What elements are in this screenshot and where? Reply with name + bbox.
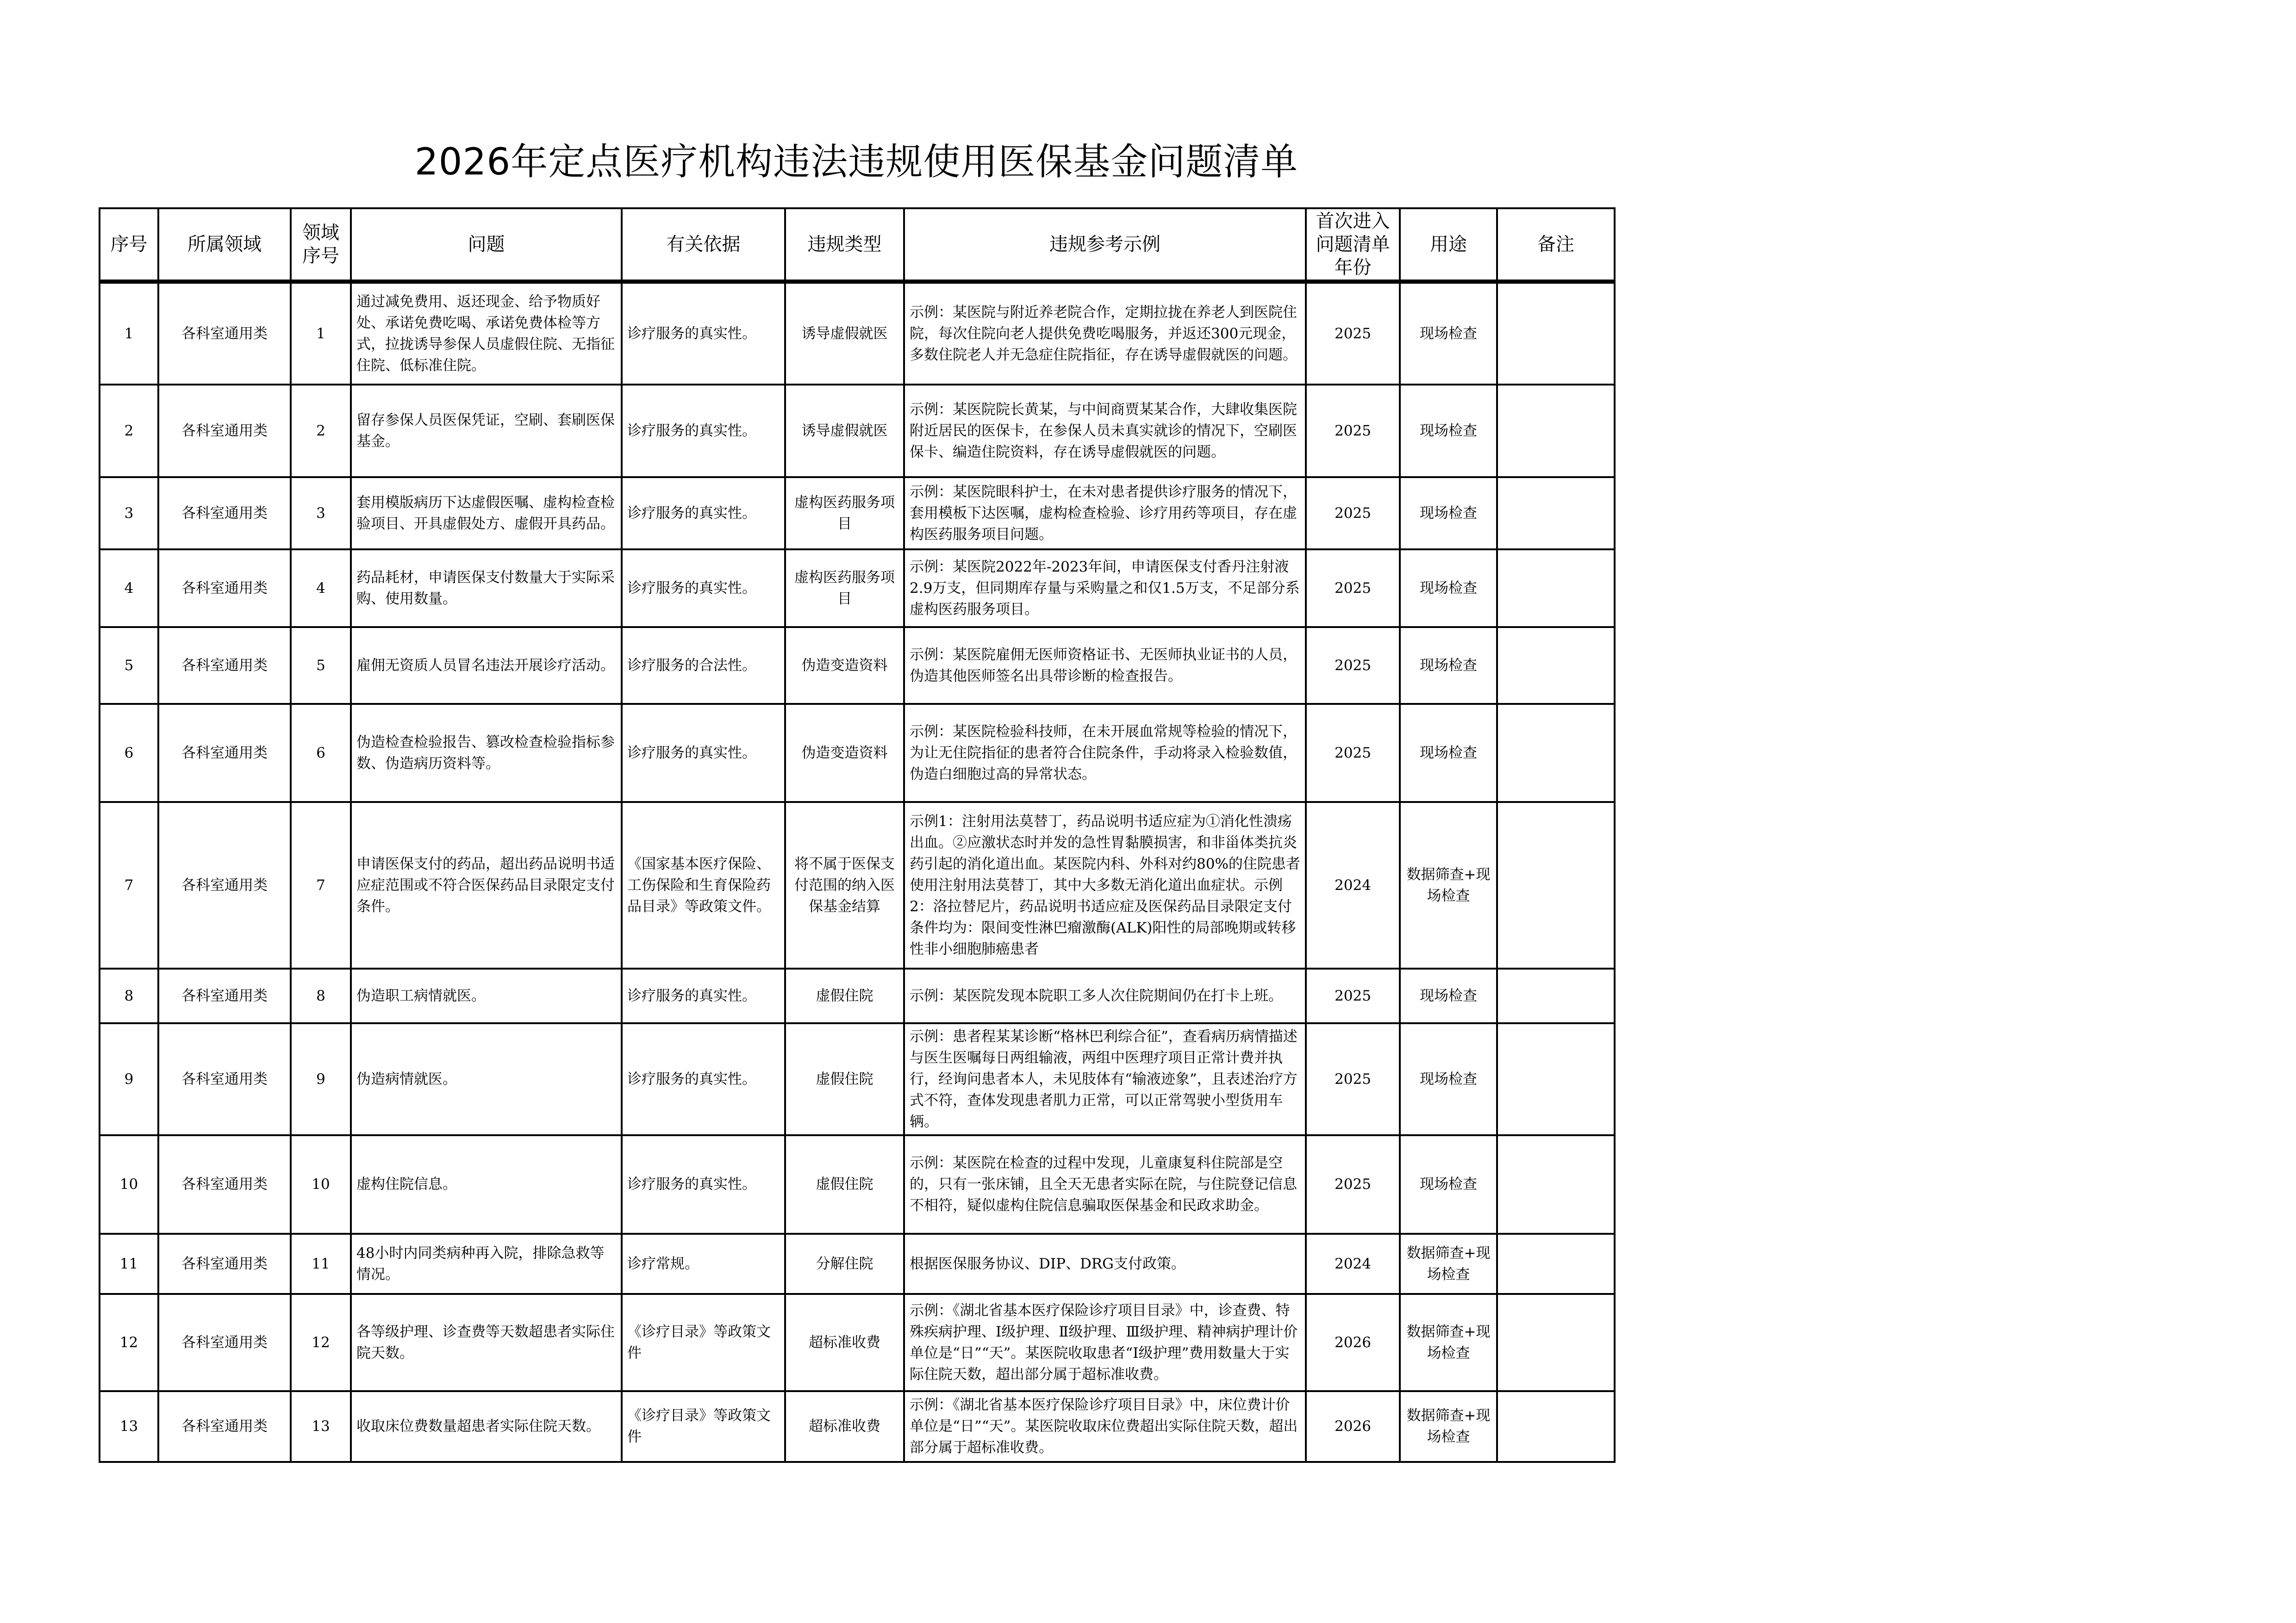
cell-seq [100, 477, 158, 549]
cell-remark [1497, 1135, 1615, 1234]
cell-remark [1497, 969, 1615, 1023]
cell-issue-text: 通过减免费用、返还现金、给予物质好处、承诺免费吃喝、承诺免费体检等方式，拉拢诱导参保人员虚假住院、无指征住院、低标准住院。 [356, 293, 615, 374]
cell-domain-seq [291, 477, 351, 549]
cell-example [904, 1391, 1306, 1462]
cell-first-year-text: 2025 [1335, 325, 1371, 342]
cell-basis-text: 诊疗常规。 [627, 1255, 699, 1272]
cell-example [904, 1234, 1306, 1294]
cell-usage [1400, 627, 1497, 704]
cell-seq [100, 549, 158, 627]
cell-type [785, 282, 904, 385]
cell-domain-text: 各科室通用类 [181, 657, 268, 674]
cell-domain-text: 各科室通用类 [181, 1070, 268, 1088]
cell-domain-seq-text: 7 [316, 877, 325, 894]
cell-first-year [1306, 385, 1400, 477]
cell-issue-text: 虚构住院信息。 [356, 1176, 457, 1193]
cell-usage [1400, 549, 1497, 627]
cell-seq-text: 2 [124, 422, 134, 439]
header-domain-seq: 领域序号 [291, 208, 351, 282]
cell-first-year-text: 2026 [1335, 1418, 1371, 1435]
table-row [100, 477, 1615, 549]
cell-domain [158, 1023, 291, 1135]
cell-domain-seq [291, 1391, 351, 1462]
cell-domain-seq [291, 549, 351, 627]
cell-type-text: 将不属于医保支付范围的纳入医保基金结算 [794, 855, 895, 915]
cell-type [785, 1234, 904, 1294]
cell-issue-text: 各等级护理、诊查费等天数超患者实际住院天数。 [356, 1323, 615, 1362]
cell-usage [1400, 1023, 1497, 1135]
table-row [100, 1023, 1615, 1135]
cell-type-text: 虚构医药服务项目 [794, 494, 895, 532]
header-example: 违规参考示例 [904, 208, 1306, 282]
cell-first-year [1306, 1135, 1400, 1234]
cell-domain-seq-text: 1 [316, 325, 325, 342]
cell-seq-text: 11 [119, 1255, 138, 1272]
cell-usage [1400, 282, 1497, 385]
cell-domain-text: 各科室通用类 [181, 1176, 268, 1193]
cell-first-year-text: 2024 [1335, 877, 1371, 894]
cell-seq [100, 704, 158, 802]
cell-type [785, 1023, 904, 1135]
table-row [100, 1294, 1615, 1391]
table-row [100, 282, 1615, 385]
cell-seq [100, 1391, 158, 1462]
table-row [100, 704, 1615, 802]
cell-domain-seq-text: 5 [316, 657, 325, 674]
cell-remark [1497, 1294, 1615, 1391]
cell-basis-text: 诊疗服务的真实性。 [627, 504, 756, 522]
table-row [100, 627, 1615, 704]
cell-seq-text: 5 [124, 657, 134, 674]
cell-example [904, 1023, 1306, 1135]
cell-remark [1497, 802, 1615, 969]
cell-first-year-text: 2025 [1335, 422, 1371, 439]
cell-domain-seq [291, 704, 351, 802]
cell-basis-text: 诊疗服务的真实性。 [627, 1070, 756, 1088]
cell-basis [622, 385, 785, 477]
cell-remark [1497, 385, 1615, 477]
cell-issue [351, 1135, 622, 1234]
cell-usage-text: 数据筛查+现场检查 [1406, 1244, 1491, 1283]
cell-domain-text: 各科室通用类 [181, 1334, 268, 1351]
cell-usage-text: 现场检查 [1420, 325, 1477, 342]
cell-domain-text: 各科室通用类 [181, 325, 268, 342]
header-issue: 问题 [351, 208, 622, 282]
cell-domain-seq-text: 2 [316, 422, 325, 439]
cell-type [785, 704, 904, 802]
cell-type-text: 伪造变造资料 [801, 744, 888, 761]
cell-seq [100, 385, 158, 477]
cell-basis [622, 1234, 785, 1294]
cell-issue-text: 申请医保支付的药品，超出药品说明书适应症范围或不符合医保药品目录限定支付条件。 [356, 855, 615, 915]
cell-remark [1497, 1234, 1615, 1294]
cell-usage-text: 现场检查 [1420, 657, 1477, 674]
cell-seq-text: 8 [124, 987, 134, 1004]
cell-example [904, 627, 1306, 704]
cell-domain-text: 各科室通用类 [181, 744, 268, 761]
cell-type [785, 802, 904, 969]
cell-first-year [1306, 1023, 1400, 1135]
cell-example [904, 969, 1306, 1023]
cell-basis-text: 诊疗服务的真实性。 [627, 744, 756, 761]
cell-usage [1400, 1135, 1497, 1234]
cell-basis-text: 《国家基本医疗保险、工伤保险和生育保险药品目录》等政策文件。 [627, 855, 771, 915]
cell-issue-text: 套用模版病历下达虚假医嘱、虚构检查检验项目、开具虚假处方、虚假开具药品。 [356, 494, 615, 532]
cell-domain-seq-text: 3 [316, 504, 325, 522]
cell-issue [351, 627, 622, 704]
cell-issue [351, 549, 622, 627]
cell-domain-text: 各科室通用类 [181, 987, 268, 1004]
cell-seq [100, 1234, 158, 1294]
cell-seq-text: 3 [124, 504, 134, 522]
cell-domain-seq [291, 385, 351, 477]
cell-type-text: 虚假住院 [816, 987, 873, 1004]
cell-domain-seq-text: 8 [316, 987, 325, 1004]
cell-basis [622, 1294, 785, 1391]
cell-first-year [1306, 1391, 1400, 1462]
cell-domain-seq-text: 13 [312, 1418, 330, 1435]
table-row [100, 1135, 1615, 1234]
cell-usage [1400, 477, 1497, 549]
cell-domain-seq [291, 1135, 351, 1234]
header-first-year: 首次进入问题清单年份 [1306, 208, 1400, 282]
cell-type-text: 诱导虚假就医 [801, 325, 888, 342]
cell-issue [351, 282, 622, 385]
cell-type-text: 诱导虚假就医 [801, 422, 888, 439]
cell-domain [158, 704, 291, 802]
cell-domain-seq [291, 969, 351, 1023]
cell-basis-text: 诊疗服务的真实性。 [627, 422, 756, 439]
cell-basis-text: 诊疗服务的合法性。 [627, 657, 756, 674]
cell-usage [1400, 1234, 1497, 1294]
cell-type-text: 超标准收费 [809, 1334, 880, 1351]
cell-domain-seq [291, 1234, 351, 1294]
cell-basis [622, 282, 785, 385]
cell-seq-text: 12 [119, 1334, 138, 1351]
table-row [100, 549, 1615, 627]
cell-type [785, 385, 904, 477]
cell-type [785, 627, 904, 704]
cell-issue-text: 药品耗材，申请医保支付数量大于实际采购、使用数量。 [356, 569, 615, 607]
cell-usage [1400, 802, 1497, 969]
cell-type [785, 1135, 904, 1234]
cell-domain [158, 1234, 291, 1294]
cell-usage-text: 现场检查 [1420, 1176, 1477, 1193]
cell-usage-text: 现场检查 [1420, 987, 1477, 1004]
cell-example-text: 示例：某医院2022年-2023年间，申请医保支付香丹注射液2.9万支，但同期库存量与采购量之和仅1.5万支，不足部分系虚构医药服务项目。 [910, 558, 1300, 618]
table-body [100, 282, 1615, 1462]
cell-domain-seq-text: 9 [316, 1070, 325, 1088]
cell-seq [100, 1023, 158, 1135]
cell-issue [351, 802, 622, 969]
cell-remark [1497, 627, 1615, 704]
cell-usage-text: 现场检查 [1420, 422, 1477, 439]
cell-seq [100, 969, 158, 1023]
cell-seq [100, 1294, 158, 1391]
table-row [100, 385, 1615, 477]
cell-issue [351, 704, 622, 802]
cell-first-year-text: 2026 [1335, 1334, 1371, 1351]
cell-domain [158, 385, 291, 477]
cell-issue-text: 48小时内同类病种再入院，排除急救等情况。 [356, 1244, 605, 1283]
cell-domain [158, 802, 291, 969]
cell-first-year-text: 2025 [1335, 1070, 1371, 1088]
cell-first-year-text: 2025 [1335, 987, 1371, 1004]
cell-issue [351, 385, 622, 477]
cell-issue [351, 969, 622, 1023]
cell-basis [622, 1391, 785, 1462]
cell-type [785, 1391, 904, 1462]
cell-usage [1400, 704, 1497, 802]
cell-usage [1400, 385, 1497, 477]
cell-domain-text: 各科室通用类 [181, 422, 268, 439]
cell-first-year-text: 2025 [1335, 657, 1371, 674]
cell-usage-text: 现场检查 [1420, 579, 1477, 597]
cell-first-year-text: 2024 [1335, 1255, 1371, 1272]
cell-type [785, 549, 904, 627]
cell-domain-seq [291, 1294, 351, 1391]
cell-seq-text: 7 [124, 877, 134, 894]
cell-type-text: 虚假住院 [816, 1176, 873, 1193]
cell-usage-text: 数据筛查+现场检查 [1406, 866, 1491, 904]
header-remark: 备注 [1497, 208, 1615, 282]
cell-example-text: 示例：《湖北省基本医疗保险诊疗项目目录》中，床位费计价单位是“日”“天”。某医院收取床位费超出实际住院天数，超出部分属于超标准收费。 [910, 1397, 1298, 1456]
cell-domain-text: 各科室通用类 [181, 1418, 268, 1435]
table-row [100, 1234, 1615, 1294]
cell-issue-text: 伪造检查检验报告、篡改检查检验指标参数、伪造病历资料等。 [356, 734, 615, 772]
cell-remark [1497, 477, 1615, 549]
cell-example-text: 示例：《湖北省基本医疗保险诊疗项目目录》中，诊查费、特殊疾病护理、Ⅰ级护理、Ⅱ级护理、Ⅲ级护理、精神病护理计价单位是“日”“天”。某医院收取患者“Ⅰ级护理”费用数量大于实际住院天数，超出部分属于超标准收费。 [910, 1302, 1298, 1383]
header-basis: 有关依据 [622, 208, 785, 282]
cell-seq [100, 282, 158, 385]
cell-example-text: 示例：某医院与附近养老院合作，定期拉拢在养老人到医院住院，每次住院向老人提供免费吃喝服务，并返还300元现金，多数住院老人并无急症住院指征，存在诱导虚假就医的问题。 [910, 304, 1297, 363]
cell-seq [100, 802, 158, 969]
cell-first-year [1306, 704, 1400, 802]
cell-type-text: 伪造变造资料 [801, 657, 888, 674]
cell-domain-seq-text: 10 [312, 1176, 330, 1193]
cell-domain [158, 627, 291, 704]
cell-domain-seq [291, 802, 351, 969]
cell-domain-seq-text: 11 [312, 1255, 330, 1272]
header-row [100, 208, 1615, 282]
cell-first-year [1306, 282, 1400, 385]
cell-issue [351, 1023, 622, 1135]
cell-first-year [1306, 1234, 1400, 1294]
cell-example-text: 示例：某医院在检查的过程中发现，儿童康复科住院部是空的，只有一张床铺，且全天无患者实际在院，与住院登记信息不相符，疑似虚构住院信息骗取医保基金和民政求助金。 [910, 1155, 1297, 1214]
cell-basis [622, 477, 785, 549]
cell-first-year [1306, 477, 1400, 549]
cell-domain-seq-text: 4 [316, 579, 325, 597]
cell-type-text: 虚构医药服务项目 [794, 569, 895, 607]
cell-remark [1497, 704, 1615, 802]
cell-first-year [1306, 802, 1400, 969]
cell-usage [1400, 1391, 1497, 1462]
cell-domain [158, 549, 291, 627]
cell-example-text: 示例：患者程某某诊断“格林巴利综合征”，查看病历病情描述与医生医嘱每日两组输液，两组中医理疗项目正常计费并执行，经询问患者本人，未见肢体有“输液迹象”，且表述治疗方式不符，查体发现患者肌力正常，可以正常驾驶小型货用车辆。 [910, 1028, 1298, 1130]
cell-usage-text: 现场检查 [1420, 504, 1477, 522]
cell-first-year [1306, 1294, 1400, 1391]
cell-usage-text: 现场检查 [1420, 744, 1477, 761]
header-type: 违规类型 [785, 208, 904, 282]
cell-remark [1497, 549, 1615, 627]
cell-type [785, 969, 904, 1023]
cell-basis-text: 诊疗服务的真实性。 [627, 1176, 756, 1193]
cell-seq-text: 6 [124, 744, 134, 761]
cell-basis [622, 1023, 785, 1135]
cell-basis [622, 704, 785, 802]
cell-seq [100, 1135, 158, 1234]
cell-domain-seq-text: 6 [316, 744, 325, 761]
cell-issue-text: 收取床位费数量超患者实际住院天数。 [356, 1418, 600, 1435]
cell-remark [1497, 1391, 1615, 1462]
cell-example [904, 549, 1306, 627]
cell-issue-text: 伪造病情就医。 [356, 1070, 457, 1088]
cell-type-text: 超标准收费 [809, 1418, 880, 1435]
cell-usage [1400, 1294, 1497, 1391]
header-usage: 用途 [1400, 208, 1497, 282]
cell-domain [158, 1135, 291, 1234]
cell-remark [1497, 1023, 1615, 1135]
cell-basis [622, 627, 785, 704]
issue-list-table [99, 207, 1616, 1463]
table-row [100, 969, 1615, 1023]
cell-basis [622, 802, 785, 969]
cell-example [904, 477, 1306, 549]
cell-basis-text: 诊疗服务的真实性。 [627, 987, 756, 1004]
cell-example-text: 示例1：注射用法莫替丁，药品说明书适应症为①消化性溃疡出血。②应激状态时并发的急性胃黏膜损害，和非甾体类抗炎药引起的消化道出血。某医院内科、外科对约80%的住院患者使用注射用法莫替丁，其中大多数无消化道出血症状。示例2：洛拉替尼片，药品说明书适应症及医保药品目录限定支付条件均为：限间变性淋巴瘤激酶(ALK)阳性的局部晚期或转移性非小细胞肺癌患者 [910, 813, 1300, 958]
page-title: 2026年定点医疗机构违法违规使用医保基金问题清单 [414, 140, 1298, 183]
cell-example [904, 704, 1306, 802]
cell-first-year [1306, 549, 1400, 627]
cell-issue-text: 伪造职工病情就医。 [356, 987, 486, 1004]
header-seq: 序号 [100, 208, 158, 282]
cell-example [904, 802, 1306, 969]
cell-first-year-text: 2025 [1335, 1176, 1371, 1193]
cell-basis-text: 诊疗服务的真实性。 [627, 325, 756, 342]
cell-issue-text: 雇佣无资质人员冒名违法开展诊疗活动。 [356, 657, 615, 674]
cell-seq-text: 9 [124, 1070, 134, 1088]
cell-usage-text: 数据筛查+现场检查 [1406, 1407, 1491, 1445]
cell-example-text: 示例：某医院眼科护士，在未对患者提供诊疗服务的情况下，套用模板下达医嘱，虚构检查检验、诊疗用药等项目，存在虚构医药服务项目问题。 [910, 483, 1297, 543]
cell-example [904, 385, 1306, 477]
cell-issue [351, 1294, 622, 1391]
cell-example-text: 示例：某医院雇佣无医师资格证书、无医师执业证书的人员，伪造其他医师签名出具带诊断的检查报告。 [910, 646, 1297, 684]
cell-domain [158, 1294, 291, 1391]
cell-example-text: 示例：某医院院长黄某，与中间商贾某某合作，大肆收集医院附近居民的医保卡，在参保人员未真实就诊的情况下，空刷医保卡、编造住院资料，存在诱导虚假就医的问题。 [910, 401, 1297, 460]
cell-basis-text: 诊疗服务的真实性。 [627, 579, 756, 597]
cell-seq [100, 627, 158, 704]
cell-issue [351, 1391, 622, 1462]
cell-seq-text: 4 [124, 579, 134, 597]
cell-domain-text: 各科室通用类 [181, 877, 268, 894]
cell-first-year-text: 2025 [1335, 744, 1371, 761]
cell-first-year [1306, 969, 1400, 1023]
cell-issue [351, 477, 622, 549]
cell-basis [622, 549, 785, 627]
cell-example-text: 示例：某医院发现本院职工多人次住院期间仍在打卡上班。 [910, 987, 1283, 1004]
cell-usage-text: 数据筛查+现场检查 [1406, 1323, 1491, 1362]
cell-domain-text: 各科室通用类 [181, 504, 268, 522]
cell-type [785, 477, 904, 549]
cell-domain-seq-text: 12 [312, 1334, 330, 1351]
cell-issue-text: 留存参保人员医保凭证，空刷、套刷医保基金。 [356, 411, 615, 450]
cell-example [904, 282, 1306, 385]
cell-usage-text: 现场检查 [1420, 1070, 1477, 1088]
cell-basis-text: 《诊疗目录》等政策文件 [627, 1323, 771, 1362]
table-row [100, 1391, 1615, 1462]
table-row [100, 802, 1615, 969]
cell-example [904, 1294, 1306, 1391]
cell-seq-text: 13 [119, 1418, 138, 1435]
cell-example-text: 示例：某医院检验科技师，在未开展血常规等检验的情况下，为让无住院指征的患者符合住院条件，手动将录入检验数值，伪造白细胞过高的异常状态。 [910, 723, 1297, 783]
cell-basis [622, 1135, 785, 1234]
cell-domain [158, 1391, 291, 1462]
cell-domain-seq [291, 627, 351, 704]
cell-example-text: 根据医保服务协议、DIP、DRG支付政策。 [910, 1255, 1185, 1272]
cell-basis [622, 969, 785, 1023]
cell-type [785, 1294, 904, 1391]
cell-domain [158, 477, 291, 549]
cell-seq-text: 10 [119, 1176, 138, 1193]
cell-first-year-text: 2025 [1335, 504, 1371, 522]
cell-issue [351, 1234, 622, 1294]
cell-domain-seq [291, 282, 351, 385]
cell-seq-text: 1 [124, 325, 134, 342]
cell-domain-text: 各科室通用类 [181, 579, 268, 597]
cell-domain [158, 282, 291, 385]
cell-type-text: 虚假住院 [816, 1070, 873, 1088]
cell-remark [1497, 282, 1615, 385]
header-domain: 所属领域 [158, 208, 291, 282]
cell-first-year [1306, 627, 1400, 704]
cell-basis-text: 《诊疗目录》等政策文件 [627, 1407, 771, 1445]
cell-usage [1400, 969, 1497, 1023]
cell-first-year-text: 2025 [1335, 579, 1371, 597]
cell-type-text: 分解住院 [816, 1255, 873, 1272]
cell-example [904, 1135, 1306, 1234]
cell-domain [158, 969, 291, 1023]
cell-domain-seq [291, 1023, 351, 1135]
cell-domain-text: 各科室通用类 [181, 1255, 268, 1272]
